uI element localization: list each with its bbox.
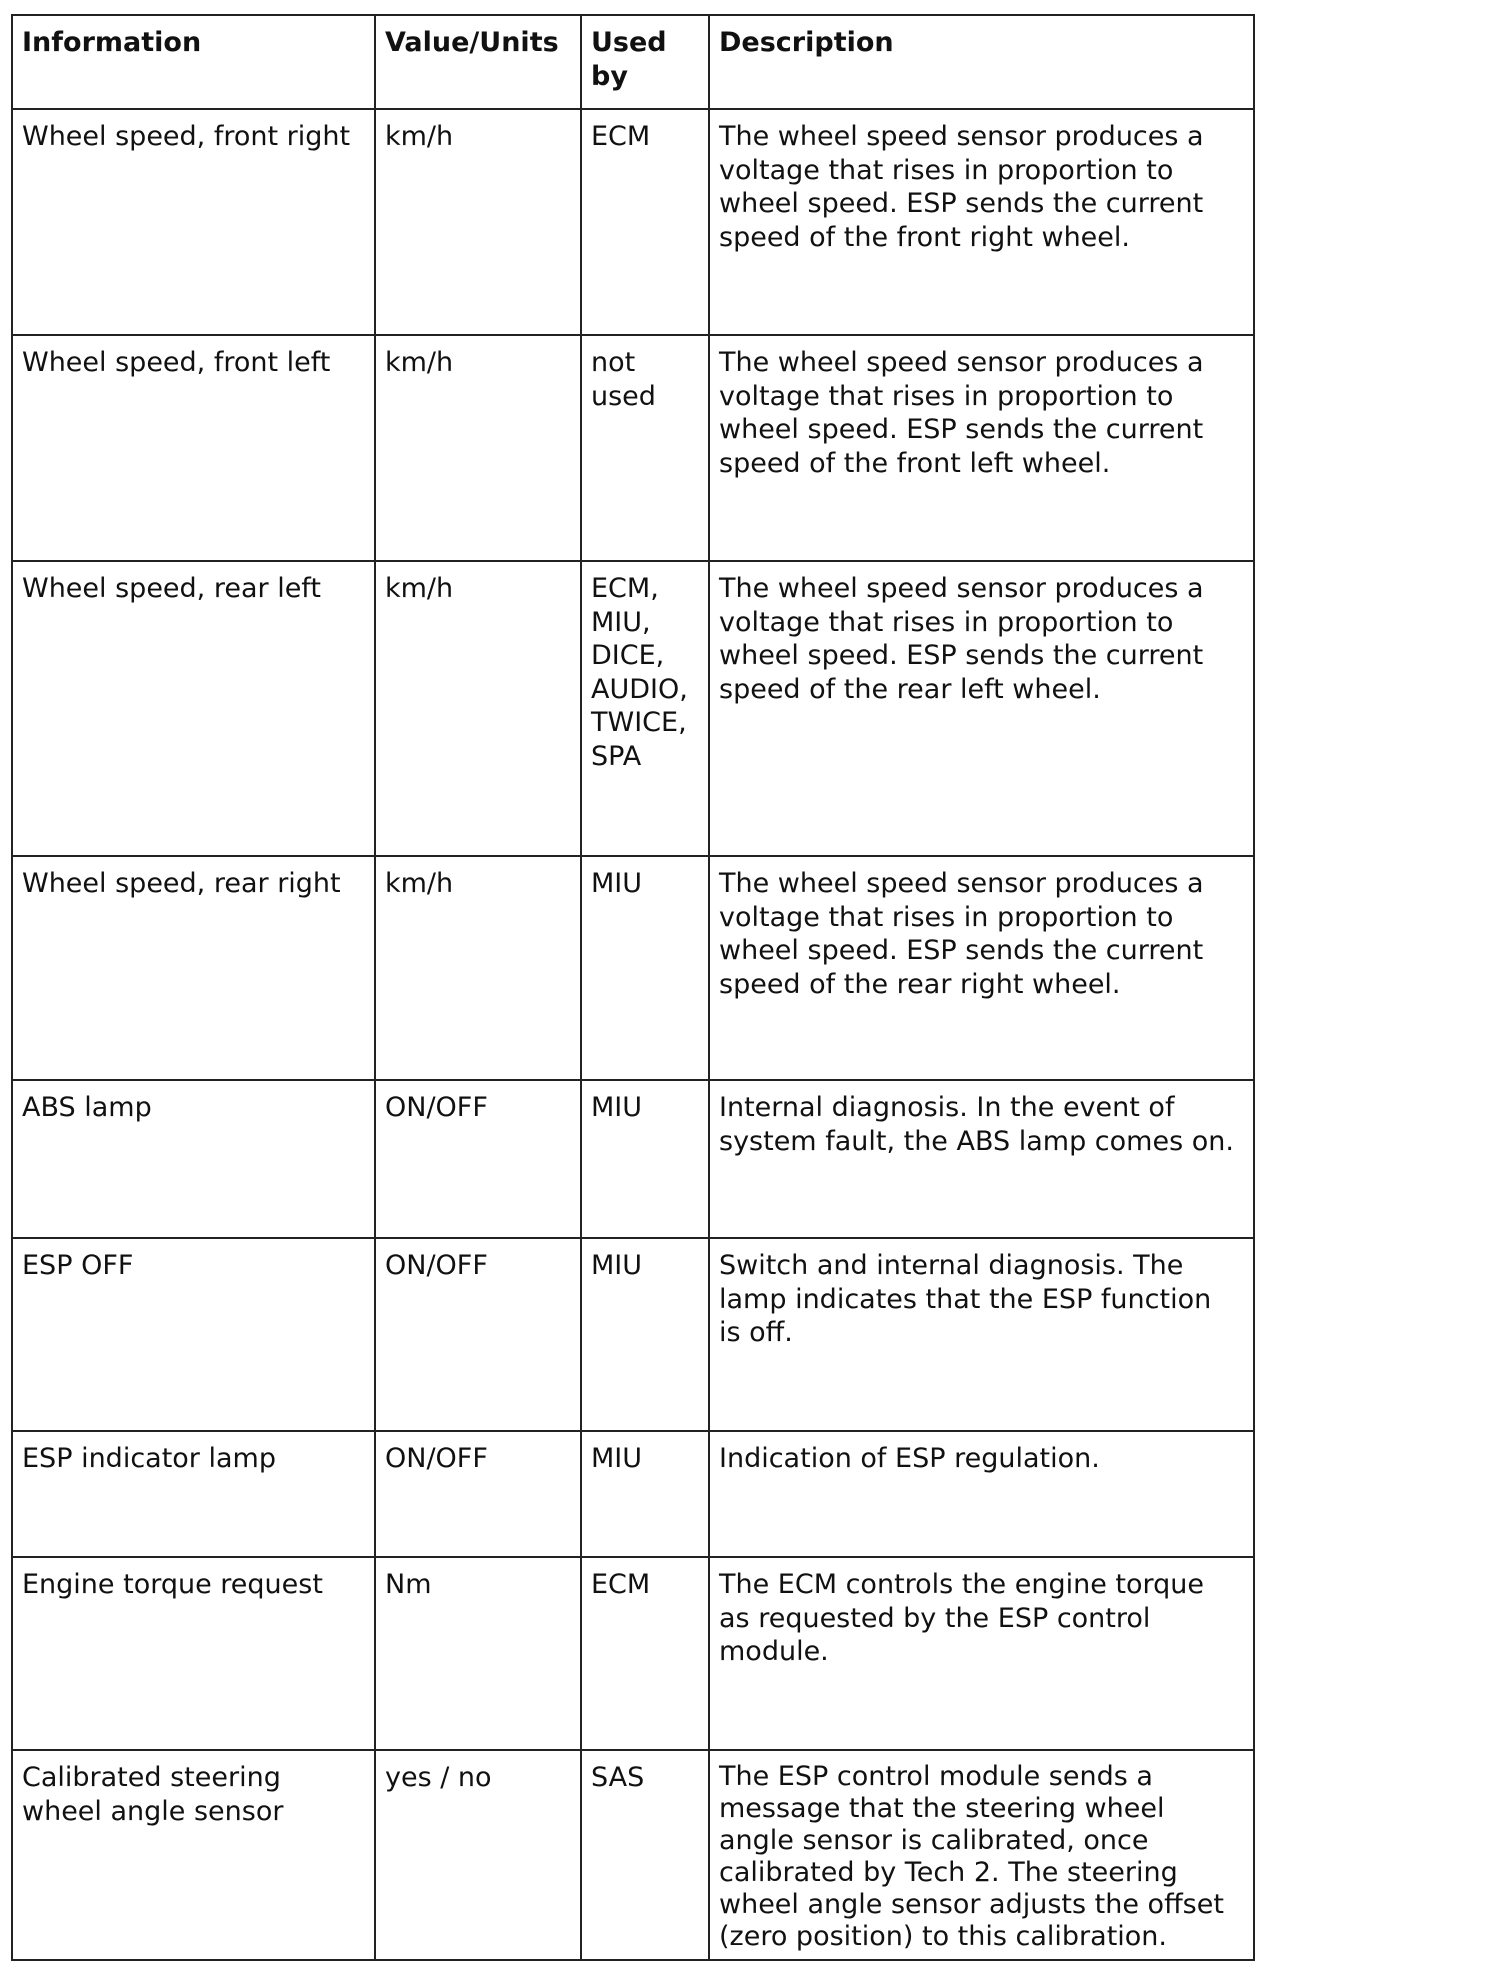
table-row bbox=[12, 1557, 1254, 1750]
info-cell: Engine torque request bbox=[12, 1557, 375, 1750]
table-row bbox=[12, 1431, 1254, 1557]
header-information: Information bbox=[12, 15, 375, 109]
value-cell: ON/OFF bbox=[375, 1431, 581, 1557]
table-row bbox=[12, 1238, 1254, 1431]
table-row bbox=[12, 335, 1254, 561]
description-cell: Switch and internal diagnosis. The lamp indicates that the ESP function is off. bbox=[709, 1238, 1254, 1431]
used-by-cell: ECM, MIU, DICE, AUDIO, TWICE, SPA bbox=[581, 561, 709, 856]
header-used-by: Used by bbox=[581, 15, 709, 109]
description-cell: Internal diagnosis. In the event of system fault, the ABS lamp comes on. bbox=[709, 1080, 1254, 1238]
used-by-cell: ECM bbox=[581, 109, 709, 335]
value-cell: Nm bbox=[375, 1557, 581, 1750]
used-by-cell: MIU bbox=[581, 1080, 709, 1238]
description-cell: The wheel speed sensor produces a voltage that rises in proportion to wheel speed. ESP sends the current speed of the front right wheel. bbox=[709, 109, 1254, 335]
value-cell: km/h bbox=[375, 561, 581, 856]
table-row bbox=[12, 1080, 1254, 1238]
used-by-cell: MIU bbox=[581, 1238, 709, 1431]
header-value-units: Value/Units bbox=[375, 15, 581, 109]
description-cell: The wheel speed sensor produces a voltage that rises in proportion to wheel speed. ESP sends the current speed of the rear left wheel. bbox=[709, 561, 1254, 856]
info-cell: Wheel speed, front right bbox=[12, 109, 375, 335]
info-cell: Wheel speed, front left bbox=[12, 335, 375, 561]
info-cell: ABS lamp bbox=[12, 1080, 375, 1238]
table-row bbox=[12, 856, 1254, 1080]
value-cell: ON/OFF bbox=[375, 1080, 581, 1238]
used-by-cell: MIU bbox=[581, 1431, 709, 1557]
info-cell: Wheel speed, rear left bbox=[12, 561, 375, 856]
info-cell: Wheel speed, rear right bbox=[12, 856, 375, 1080]
info-cell: ESP OFF bbox=[12, 1238, 375, 1431]
value-cell: km/h bbox=[375, 856, 581, 1080]
table-row bbox=[12, 1750, 1254, 1960]
description-cell: The ECM controls the engine torque as requested by the ESP control module. bbox=[709, 1557, 1254, 1750]
header-row bbox=[12, 15, 1254, 109]
used-by-cell: ECM bbox=[581, 1557, 709, 1750]
info-cell: ESP indicator lamp bbox=[12, 1431, 375, 1557]
description-cell: The wheel speed sensor produces a voltage that rises in proportion to wheel speed. ESP sends the current speed of the front left wheel. bbox=[709, 335, 1254, 561]
table-row bbox=[12, 109, 1254, 335]
value-cell: km/h bbox=[375, 109, 581, 335]
table-row bbox=[12, 561, 1254, 856]
description-cell: Indication of ESP regulation. bbox=[709, 1431, 1254, 1557]
used-by-cell: not used bbox=[581, 335, 709, 561]
info-cell: Calibrated steering wheel angle sensor bbox=[12, 1750, 375, 1960]
value-cell: km/h bbox=[375, 335, 581, 561]
description-cell: The ESP control module sends a message that the steering wheel angle sensor is calibrated, once calibrated by Tech 2. The steering wheel angle sensor adjusts the offset (zero position) to this calibration. bbox=[709, 1750, 1254, 1960]
header-description: Description bbox=[709, 15, 1254, 109]
description-cell: The wheel speed sensor produces a voltage that rises in proportion to wheel speed. ESP sends the current speed of the rear right wheel. bbox=[709, 856, 1254, 1080]
used-by-cell: MIU bbox=[581, 856, 709, 1080]
value-cell: yes / no bbox=[375, 1750, 581, 1960]
spec-table bbox=[11, 14, 1255, 1961]
value-cell: ON/OFF bbox=[375, 1238, 581, 1431]
used-by-cell: SAS bbox=[581, 1750, 709, 1960]
